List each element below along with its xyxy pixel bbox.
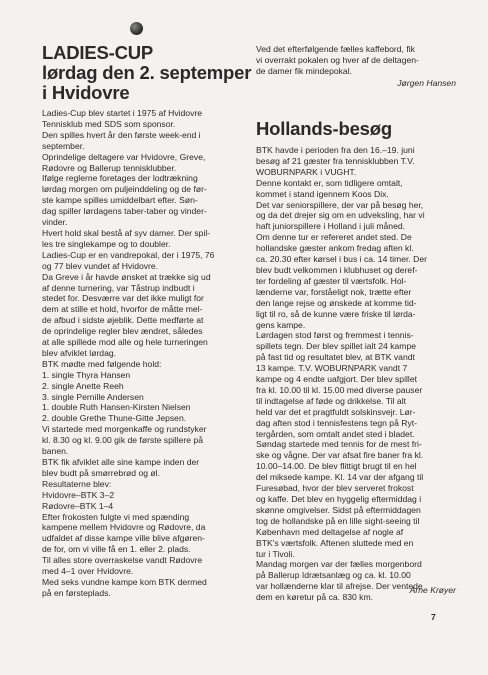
article-body-hollands-besog: BTK havde i perioden fra den 16.–19. juni besøg af 21 gæster fra tennisklubben T.V. WOBURNPARK i VUGHT. Denne kontakt er, som tidligere omtalt, kommet i stand igennem Koos Dix. Det var seniorspillere, der var på besøg her, og da det drejer sig om en udveksling, har vi haft juniorspillere i Holland i juli måned. Om denne tur er refereret andet sted. De hollandske gæster ankom fredag aften kl. ca. 20.30 efter kørsel i bus i ca. 14 timer. Der blev budt velkommen i klubhuset og deref- ter fordeling af gæster til værtsfolk. Hol- lænderne var, forståeligt nok, trætte efter den lange rejse og ønskede at komme tid- ligt til ro, så de kunne være friske til lørda- gens kampe. Lørdagen stod først og fremmest i tennis- spillets tegn. Der blev spillet ialt 24 kampe på fast tid og resultatet blev, at BTK vandt 13 kampe. T.V. WOBURNPARK vandt 7 kampe og 4 endte uafgjort. Der blev spillet fra kl. 10.00 til kl. 15.00 med diverse pauser til indtagelse af føde og drikkelse. Til alt held var det et pragtfuldt solskinsvejr. Lør- dag aften stod i tennisfestens tegn på Ryt- tergården, som omtalt andet sted i bladet. Søndag startede med tennis for de mest fri- ske og vågne. Der var afsat fire baner fra kl. 10.00–14.00. De blev flittigt brugt til en hel del miksede kampe. Kl. 14 var der afgang til Furesøbad, hvor der blev serveret frokost og kaffe. Det blev en hyggelig eftermiddag i skønne omgivelser. Sidst på eftermiddagen tog de hollandske på en lille sight-seeing til København med deltagelse af nogle af BTK's værtsfolk. Aftenen sluttede med en tur i Tivoli. Mandag morgen var der fælles morgenbord på Ballerup Idrætsanlæg og ca. kl. 10.00 var hollænderne klar til afrejse. Der ventede dem en køretur på ca. 830 km. [256, 145, 427, 603]
signature-jorgen-hansen: Jørgen Hansen [397, 78, 456, 88]
article-body-ladies-cup: Ladies-Cup blev startet i 1975 af Hvidovre Tennisklub med SDS som sponsor. Den spilles hvert år den første week-end i september. Oprindelige deltagere var Hvidovre, Greve, Rødovre og Ballerup tennisklubber. Ifølge reglerne foretages der lodtrækning lørdag morgen om puljeinddeling og de før- ste kampe spilles umiddelbart efter. Søn- dag spiller lørdagens taber-taber og vinder- vinder. Hvert hold skal bestå af syv damer. Der spil- les tre singlekampe og to doubler. Ladies-Cup er en vandrepokal, der i 1975, 76 og 77 blev vundet af Hvidovre. Da Greve i år havde ønsket at trække sig ud af denne turnering, var Tåstrup indbudt i stedet for. Desværre var det ikke muligt for dem at stille et hold, hvorfor de måtte mel- de afbud i sidste øjeblik. Dette medførte at de oprindelige regler blev ændret, således at alle spillede mod alle og hele turneringen blev afviklet lørdag. BTK mødte med følgende hold: 1. single Thyra Hansen 2. single Anette Reeh 3. single Pernille Andersen 1. double Ruth Hansen-Kirsten Nielsen 2. double Grethe Thune-Gitte Jepsen. Vi startede med morgenkaffe og rundstyker kl. 8.30 og kl. 9.00 gik de første spillere på banen. BTK fik afviklet alle sine kampe inden der blev budt på smørrebrød og øl. Resultaterne blev: Hvidovre–BTK 3–2 Rødovre–BTK 1–4 Efter frokosten fulgte vi med spænding kampene mellem Hvidovre og Rødovre, da udfaldet af disse kampe ville blive afgøren- de for, om vi ville få en 1. eller 2. plads. Til alles store overraskelse vandt Rødovre med 4–1 over Hvidovre. Med seks vundne kampe kom BTK dermed på en førsteplads. [42, 108, 215, 598]
club-logo-icon [130, 22, 143, 35]
continuation-text: Ved det efterfølgende fælles kaffebord, fik vi overrakt pokalen og hver af de deltagen- de damer fik mindepokal. [256, 44, 419, 76]
heading-hollands-besog: Hollands-besøg [256, 118, 392, 139]
page-number: 7 [431, 612, 436, 622]
heading-date: lørdag den 2. septemper [42, 62, 252, 83]
heading-ladies-cup: LADIES-CUP [42, 42, 154, 63]
signature-arne-kroyer: Arne Krøyer [409, 585, 456, 595]
heading-location: i Hvidovre [42, 82, 130, 103]
